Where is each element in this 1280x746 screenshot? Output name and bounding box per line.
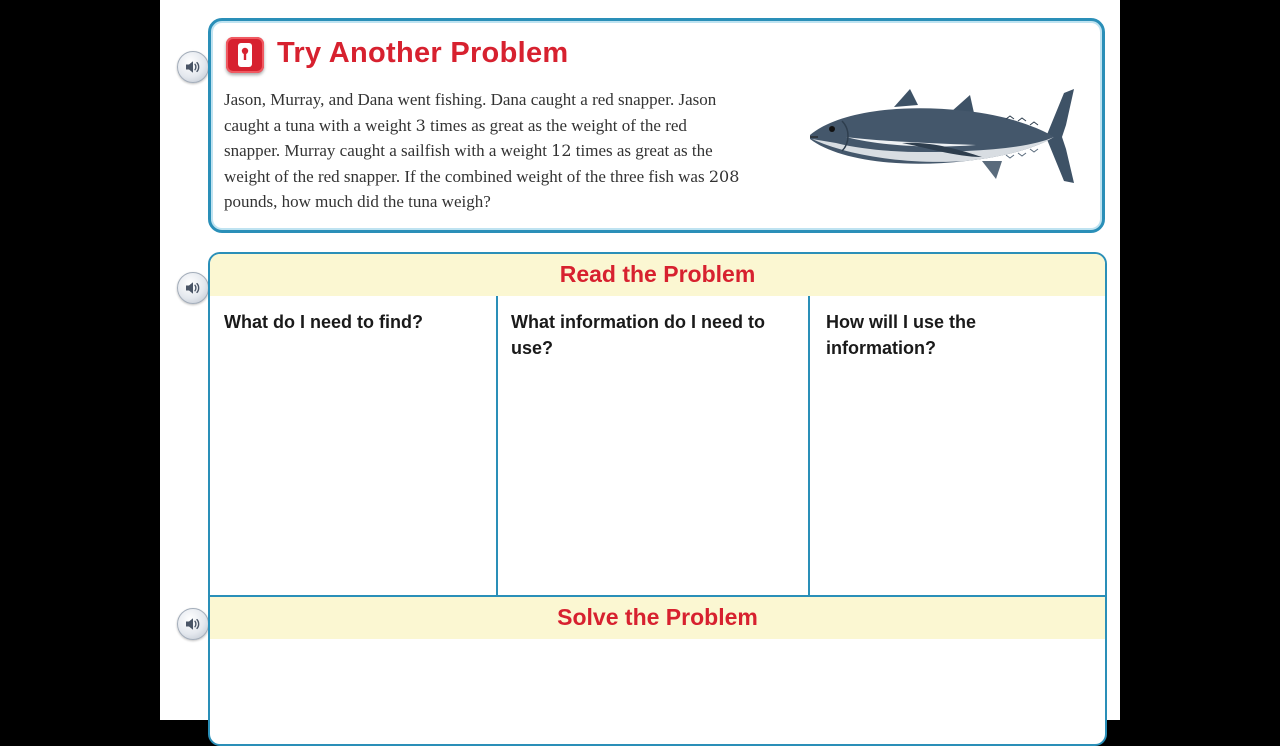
solve-the-problem-title: Solve the Problem <box>557 604 758 630</box>
workbook-page <box>160 0 1120 720</box>
problem-text-part: pounds, how much did the tuna weigh? <box>224 192 491 211</box>
audio-button-try-another[interactable] <box>177 51 209 83</box>
try-another-problem-title: Try Another Problem <box>277 37 569 69</box>
read-the-problem-title: Read the Problem <box>559 261 756 287</box>
tuna-fish-image <box>806 85 1076 189</box>
problem-number: 3 <box>415 115 426 135</box>
keyhole-icon <box>226 37 264 73</box>
question-information: What information do I need to use? <box>511 312 765 358</box>
find-column <box>210 296 498 595</box>
information-column <box>498 296 810 595</box>
problem-text-part: times as great as the weight of the red snapper. Murray caught a sailfish with a weight <box>224 115 687 160</box>
speaker-icon <box>184 58 202 76</box>
audio-button-read-problem[interactable] <box>177 272 209 304</box>
question-use-information: How will I use the information? <box>826 312 977 358</box>
read-the-problem-header <box>210 254 1105 296</box>
solve-the-problem-header <box>210 595 1105 639</box>
problem-text-part: Jason, Murray, and Dana went fishing. Dana caught a red snapper. Jason caught a tuna with a weight <box>224 90 717 135</box>
speaker-icon <box>184 279 202 297</box>
problem-number: 208 <box>708 166 740 186</box>
speaker-icon <box>184 615 202 633</box>
use-information-column <box>810 296 1105 595</box>
problem-number: 12 <box>551 141 572 160</box>
try-another-problem-panel <box>208 18 1105 233</box>
question-find: What do I need to find? <box>224 312 423 332</box>
read-solve-problem-panel <box>208 252 1107 746</box>
problem-text-part: times as great as the weight of the red snapper. If the combined weight of the three fish was <box>224 141 713 186</box>
audio-button-solve-problem[interactable] <box>177 608 209 640</box>
problem-text <box>224 87 744 215</box>
